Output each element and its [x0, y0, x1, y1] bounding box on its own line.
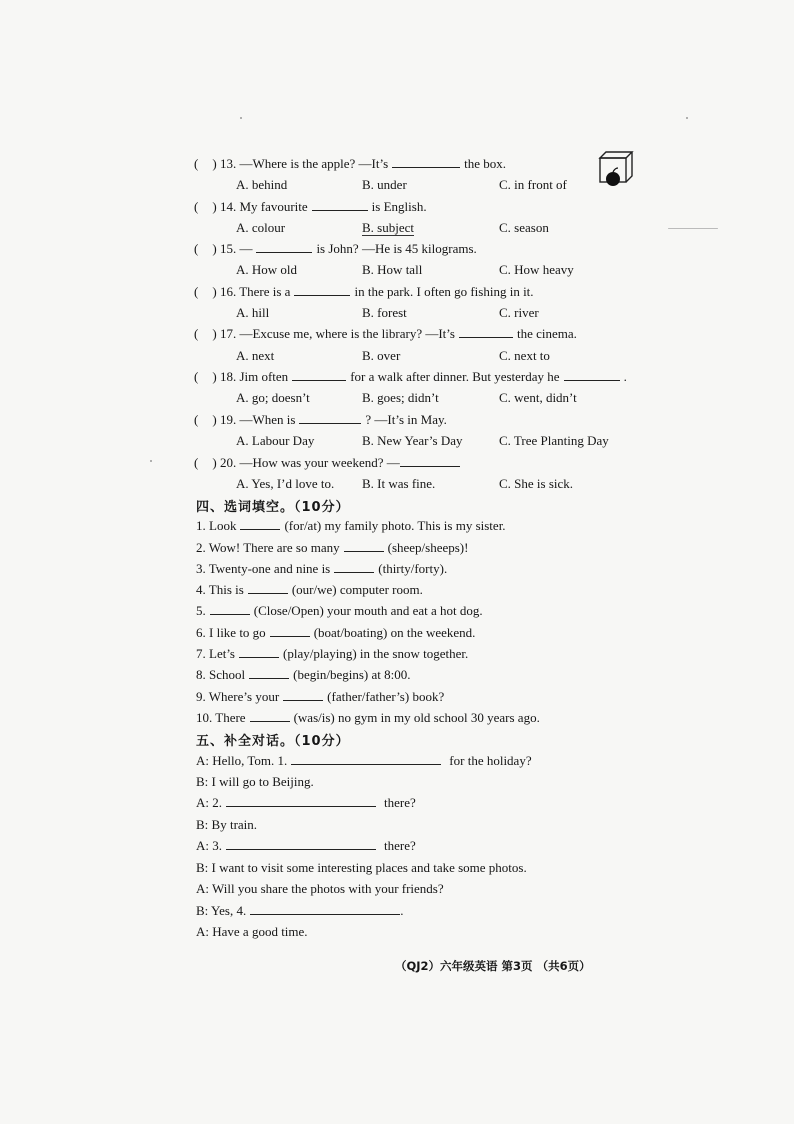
- question-15: ( ) 15. — is John? —He is 45 kilograms.: [194, 241, 477, 256]
- option-a[interactable]: A. How old: [236, 262, 298, 277]
- option-c[interactable]: C. She is sick.: [499, 476, 574, 491]
- question-13: ( ) 13. —Where is the apple? —It’s the box.: [194, 156, 507, 171]
- dialogue-line: B: I will go to Beijing.: [196, 774, 314, 789]
- option-b[interactable]: B. goes; didn’t: [362, 390, 439, 405]
- scan-speck: [240, 117, 242, 119]
- dialogue-line: A: Will you share the photos with your friends?: [196, 881, 444, 896]
- fill-item: 5. (Close/Open) your mouth and eat a hot dog.: [196, 603, 483, 618]
- fill-item: 7. Let’s (play/playing) in the snow together.: [196, 646, 469, 661]
- answer-blank[interactable]: [344, 540, 384, 552]
- option-c[interactable]: C. How heavy: [499, 262, 574, 277]
- option-b[interactable]: B. How tall: [362, 262, 423, 277]
- option-c[interactable]: C. went, didn’t: [499, 390, 577, 405]
- option-c[interactable]: C. in front of: [499, 177, 567, 192]
- answer-blank[interactable]: [294, 284, 350, 296]
- answer-blank[interactable]: [210, 603, 250, 615]
- option-a[interactable]: A. hill: [236, 305, 270, 320]
- section-4-title: 四、选词填空。（10分）: [196, 500, 350, 515]
- scan-speck: [668, 228, 718, 229]
- option-c[interactable]: C. river: [499, 305, 539, 320]
- answer-blank[interactable]: [291, 753, 441, 765]
- scan-speck: [150, 460, 152, 462]
- fill-item: 2. Wow! There are so many (sheep/sheeps)!: [196, 540, 469, 555]
- answer-blank[interactable]: [250, 710, 290, 722]
- answer-blank[interactable]: [248, 582, 288, 594]
- answer-blank[interactable]: [299, 412, 361, 424]
- fill-item: 3. Twenty-one and nine is (thirty/forty).: [196, 561, 448, 576]
- option-b[interactable]: B. over: [362, 348, 401, 363]
- option-a[interactable]: A. colour: [236, 220, 286, 235]
- question-19: ( ) 19. —When is ? —It’s in May.: [194, 412, 447, 427]
- option-b[interactable]: B. It was fine.: [362, 476, 436, 491]
- dialogue-line: A: 3. there?: [196, 838, 416, 853]
- option-b[interactable]: B. under: [362, 177, 407, 192]
- option-a[interactable]: A. Labour Day: [236, 433, 315, 448]
- fill-item: 8. School (begin/begins) at 8:00.: [196, 667, 411, 682]
- dialogue-line: A: 2. there?: [196, 795, 416, 810]
- answer-blank[interactable]: [240, 518, 280, 530]
- question-20: ( ) 20. —How was your weekend? —: [194, 455, 464, 470]
- fill-item: 9. Where’s your (father/father’s) book?: [196, 689, 445, 704]
- page-footer: （QJ2）六年级英语 第3页 （共6页）: [395, 959, 591, 973]
- option-b[interactable]: B. forest: [362, 305, 407, 320]
- section-5-title: 五、补全对话。（10分）: [196, 734, 350, 749]
- answer-blank[interactable]: [249, 667, 289, 679]
- dialogue-line: A: Have a good time.: [196, 924, 308, 939]
- answer-blank[interactable]: [250, 903, 400, 915]
- answer-blank[interactable]: [226, 838, 376, 850]
- fill-item: 1. Look (for/at) my family photo. This is my sister.: [196, 518, 506, 533]
- apple-box-icon: [596, 150, 636, 188]
- answer-blank[interactable]: [239, 646, 279, 658]
- option-b[interactable]: B. New Year’s Day: [362, 433, 463, 448]
- question-17: ( ) 17. —Excuse me, where is the library? —It’s the cinema.: [194, 326, 577, 341]
- answer-blank[interactable]: [226, 795, 376, 807]
- question-18: ( ) 18. Jim often for a walk after dinner. But yesterday he .: [194, 369, 627, 384]
- answer-blank[interactable]: [312, 199, 368, 211]
- answer-blank[interactable]: [292, 369, 346, 381]
- option-c[interactable]: C. Tree Planting Day: [499, 433, 609, 448]
- answer-blank[interactable]: [270, 625, 310, 637]
- dialogue-line: B: By train.: [196, 817, 258, 832]
- option-a[interactable]: A. go; doesn’t: [236, 390, 310, 405]
- scan-speck: [686, 117, 688, 119]
- option-c[interactable]: C. season: [499, 220, 549, 235]
- dialogue-line: B: Yes, 4. .: [196, 903, 404, 918]
- dialogue-line: B: I want to visit some interesting places and take some photos.: [196, 860, 527, 875]
- answer-blank[interactable]: [283, 689, 323, 701]
- fill-item: 4. This is (our/we) computer room.: [196, 582, 423, 597]
- question-14: ( ) 14. My favourite is English.: [194, 199, 427, 214]
- question-16: ( ) 16. There is a in the park. I often go fishing in it.: [194, 284, 534, 299]
- answer-blank[interactable]: [256, 241, 312, 253]
- option-a[interactable]: A. behind: [236, 177, 288, 192]
- fill-item: 6. I like to go (boat/boating) on the weekend.: [196, 625, 476, 640]
- answer-blank[interactable]: [459, 326, 513, 338]
- option-b[interactable]: B. subject: [362, 220, 414, 235]
- answer-blank[interactable]: [334, 561, 374, 573]
- answer-blank[interactable]: [400, 455, 460, 467]
- answer-blank[interactable]: [392, 156, 460, 168]
- fill-item: 10. There (was/is) no gym in my old school 30 years ago.: [196, 710, 540, 725]
- option-c[interactable]: C. next to: [499, 348, 550, 363]
- option-a[interactable]: A. next: [236, 348, 275, 363]
- option-a[interactable]: A. Yes, I’d love to.: [236, 476, 335, 491]
- dialogue-line: A: Hello, Tom. 1. for the holiday?: [196, 753, 532, 768]
- answer-blank[interactable]: [564, 369, 620, 381]
